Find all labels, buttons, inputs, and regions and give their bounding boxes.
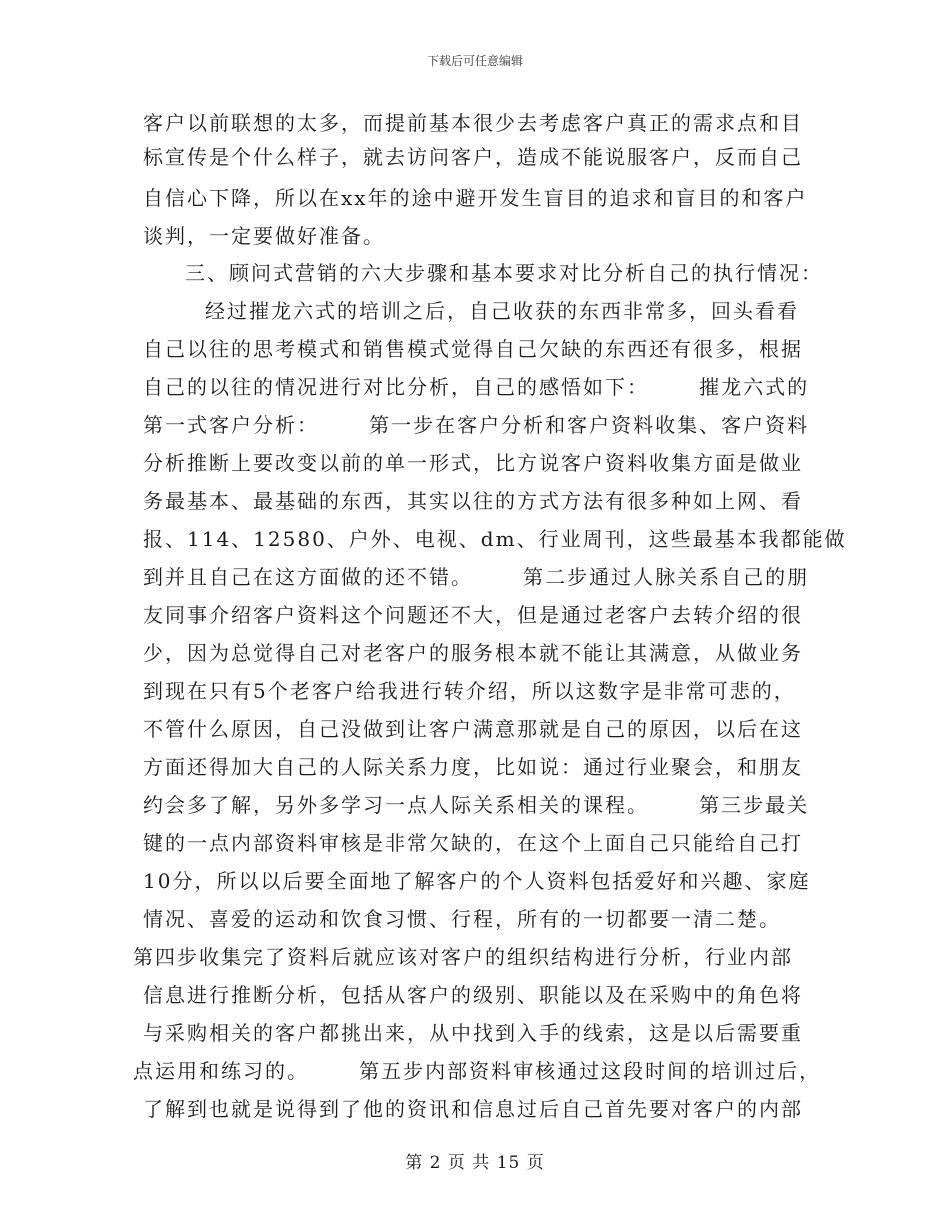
text-line-4: 谈判，一定要做好准备。 [143,224,385,248]
text-line-3: 自信心下降，所以在xx年的途中避开发生盲目的追求和盲目的和客户 [143,186,808,210]
text-line-27: 了解到也就是说得到了他的资讯和信息过后自己首先要对客户的内部 [143,1097,803,1121]
text-line-13: 到并且自己在这方面做的还不错。 第二步通过人脉关系自己的朋 [143,565,810,589]
text-line-14: 友同事介绍客户资料这个问题还不大，但是通过老客户去转介绍的很 [143,603,803,627]
text-line-2: 标宣传是个什么样子，就去访问客户，造成不能说服客户，反而自己 [143,145,803,169]
page-header: 下载后可任意编辑 [426,54,523,68]
text-line-16: 到现在只有5个老客户给我进行转介绍，所以这数字是非常可悲的， [143,679,796,703]
text-line-9: 第一式客户分析： 第一步在客户分析和客户资料收集、客户资料 [143,413,810,437]
section-heading-3: 三、顾问式营销的六大步骤和基本要求对比分析自己的执行情况： [185,261,823,285]
text-line-25: 与采购相关的客户都挑出来，从中找到入手的线索，这是以后需要重 [143,1021,803,1045]
text-line-22: 情况、喜爱的运动和饮食习惯、行程，所有的一切都要一清二楚。 [143,907,781,931]
page-footer: 第 2 页 共 15 页 [405,1153,545,1173]
text-line-17: 不管什么原因，自己没做到让客户满意那就是自己的原因，以后在这 [143,717,803,741]
text-line-6: 经过摧龙六式的培训之后，自己收获的东西非常多，回头看看 [205,299,799,323]
text-line-1: 客户以前联想的太多，而提前基本很少去考虑客户真正的需求点和目 [143,111,803,135]
text-line-15: 少，因为总觉得自己对老客户的服务根本就不能让其满意，从做业务 [143,641,803,665]
text-line-26: 点运用和练习的。 第五步内部资料审核通过这段时间的培训过后， [133,1059,822,1083]
text-line-10: 分析推断上要改变以前的单一形式，比方说客户资料收集方面是做业 [143,451,803,475]
text-line-21: 10分，所以以后要全面地了解客户的个人资料包括爱好和兴趣、家庭 [143,869,811,893]
text-line-12: 报、114、12580、户外、电视、dm、行业周刊，这些最基本我都能做 [143,527,847,551]
text-line-18: 方面还得加大自己的人际关系力度，比如说：通过行业聚会，和朋友 [143,755,803,779]
text-line-24: 信息进行推断分析，包括从客户的级别、职能以及在采购中的角色将 [143,983,803,1007]
text-line-8: 自己的以往的情况进行对比分析，自己的感悟如下： 摧龙六式的 [143,375,810,399]
text-line-11: 务最基本、最基础的东西，其实以往的方式方法有很多种如上网、看 [143,489,803,513]
text-line-19: 约会多了解，另外多学习一点人际关系相关的课程。 第三步最关 [143,793,810,817]
text-line-20: 键的一点内部资料审核是非常欠缺的，在这个上面自己只能给自己打 [143,831,803,855]
text-line-7: 自己以往的思考模式和销售模式觉得自己欠缺的东西还有很多，根据 [143,337,803,361]
text-line-23: 第四步收集完了资料后就应该对客户的组织结构进行分析，行业内部 [133,945,793,969]
